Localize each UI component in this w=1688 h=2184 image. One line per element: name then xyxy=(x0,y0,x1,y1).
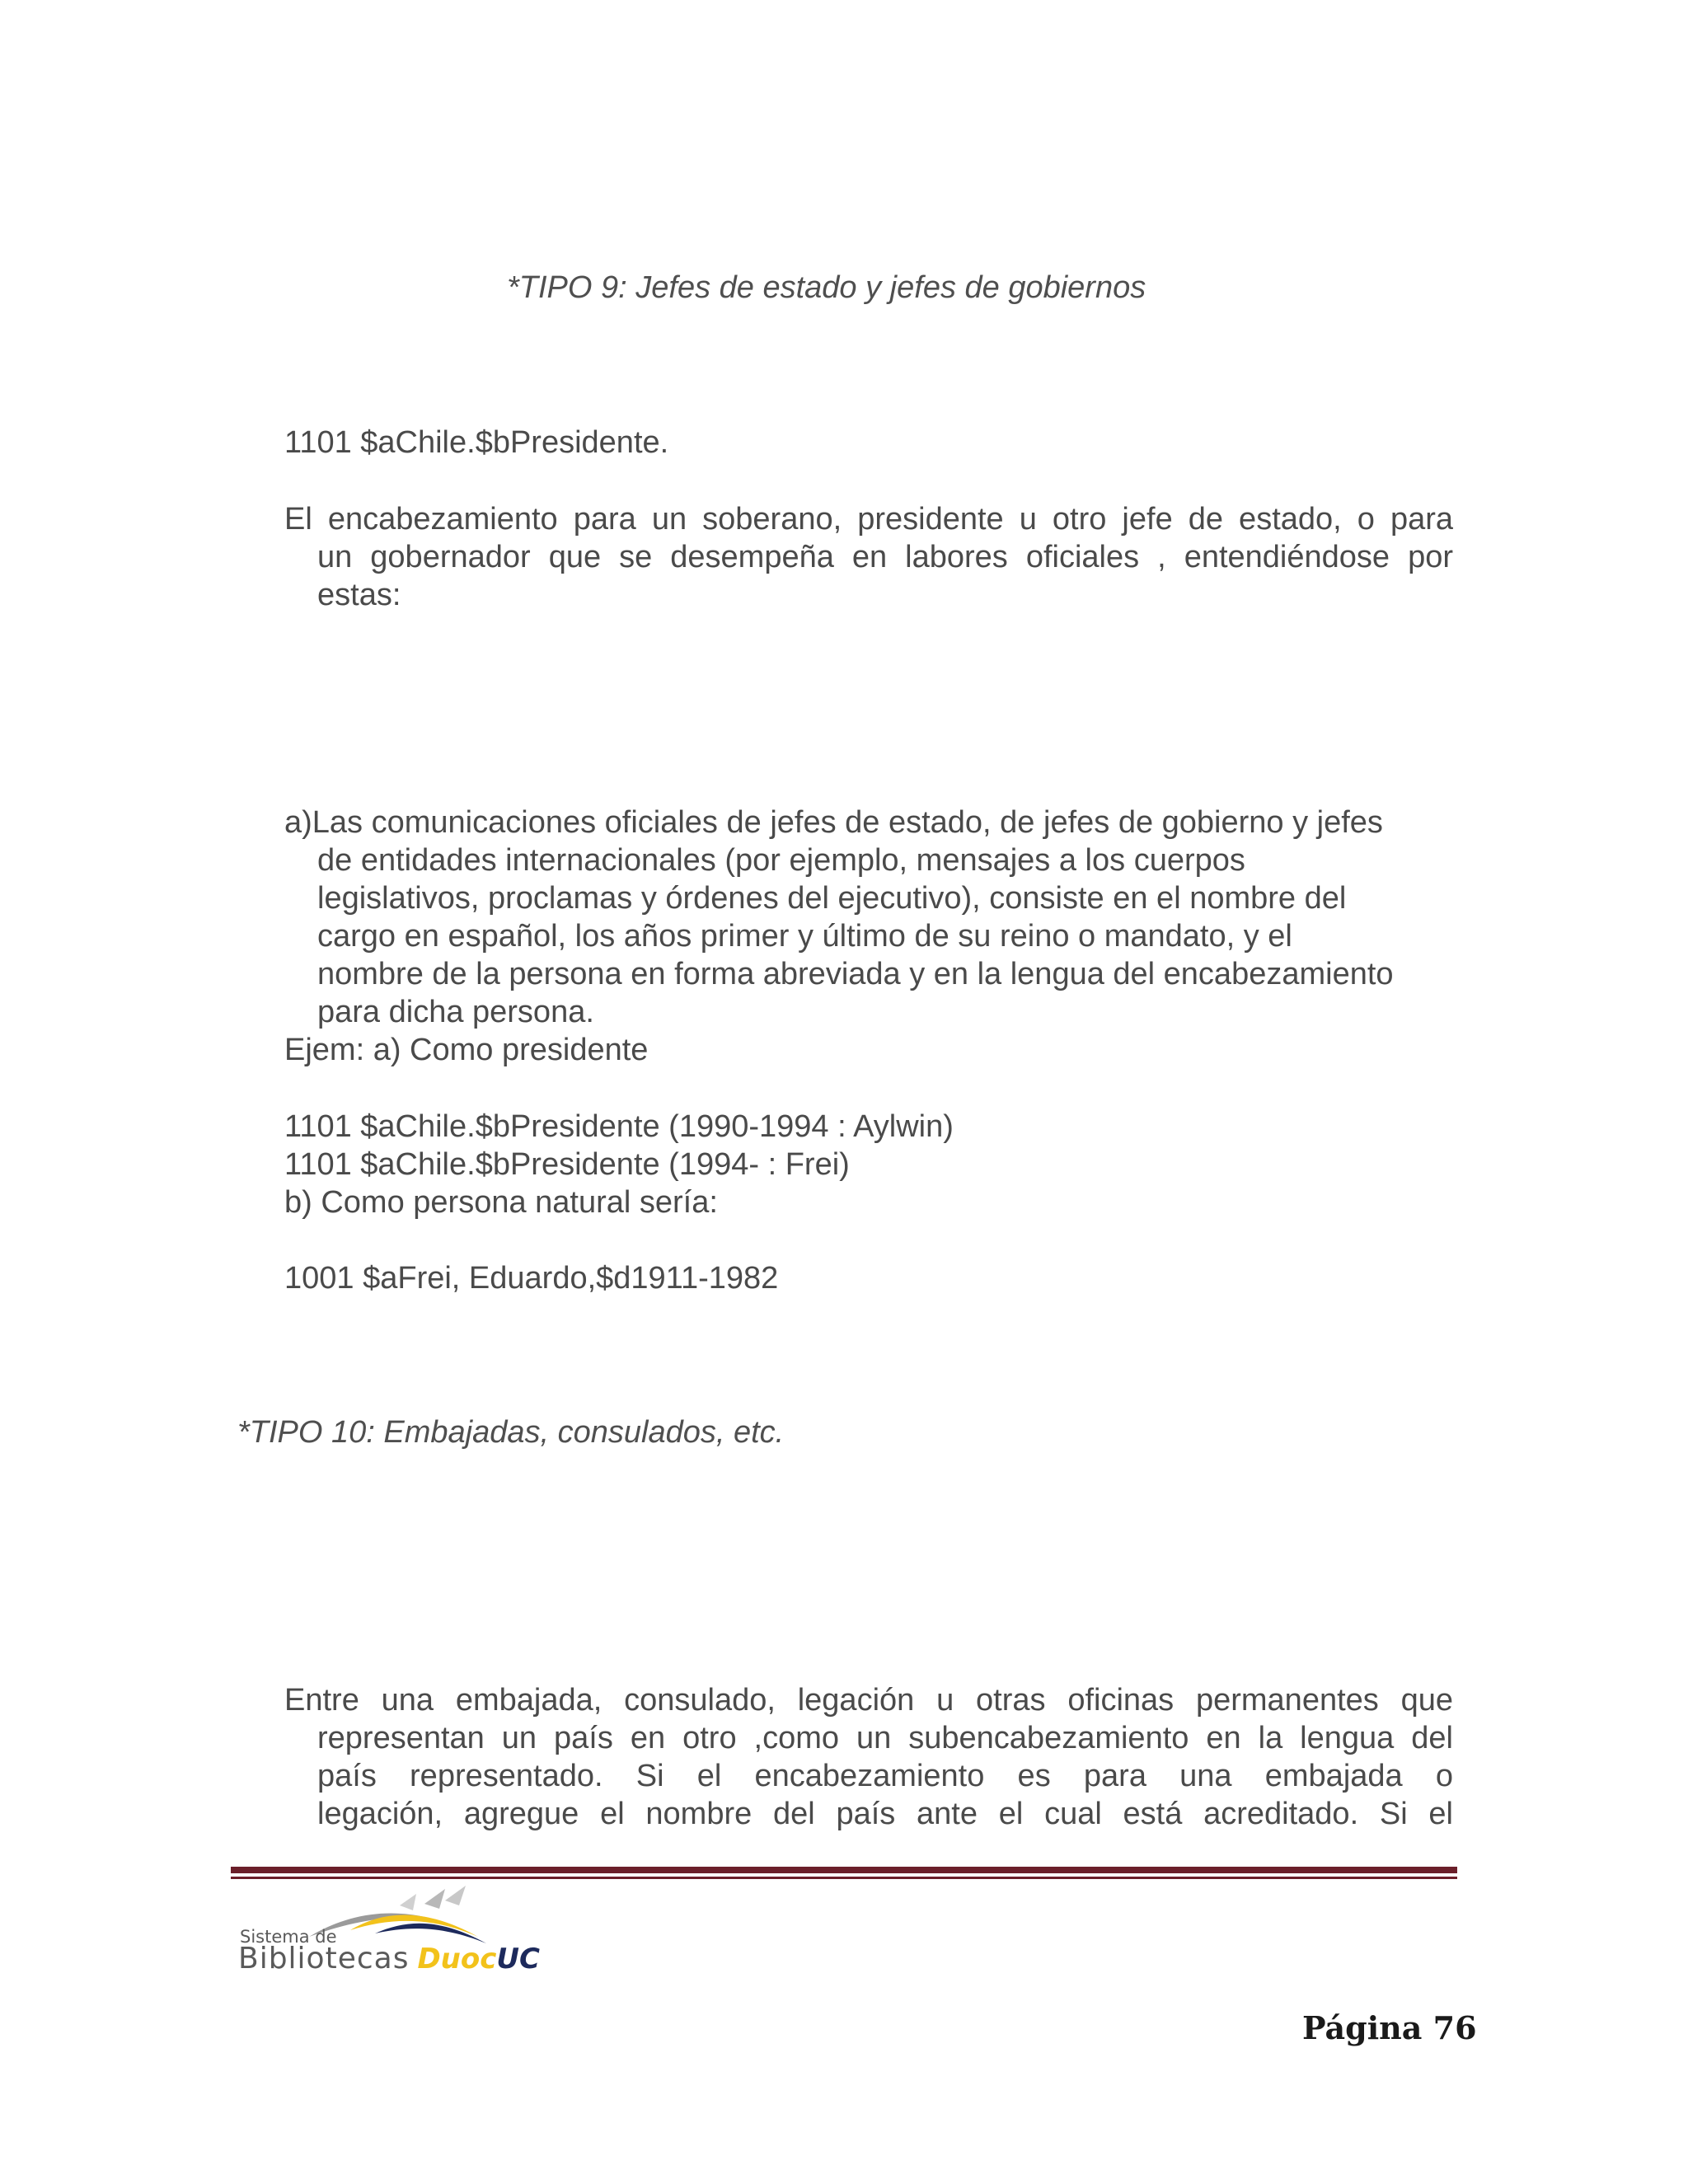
item-a-line: de entidades internacionales (por ejemplo, mensajes a los cuerpos xyxy=(317,843,1245,878)
item-a-line: para dicha persona. xyxy=(317,995,594,1029)
example-lines xyxy=(284,1108,954,1221)
code-line-president: 1101 $aChile.$bPresidente. xyxy=(284,425,669,460)
section-10-line: país representado. Si el encabezamiento es para una embajada o xyxy=(317,1759,1453,1793)
logo-uc-text: UC xyxy=(496,1943,540,1975)
logo-small-text: Sistema de xyxy=(240,1927,337,1947)
example-line: 1101 $aChile.$bPresidente (1990-1994 : Aylwin) xyxy=(284,1109,954,1144)
natural-person-line: 1001 $aFrei, Eduardo,$d1911-1982 xyxy=(284,1261,779,1296)
section-10-line: Entre una embajada, consulado, legación u otras oficinas permanentes que xyxy=(284,1683,1453,1718)
intro-line: un gobernador que se desempeña en labores oficiales , entendiéndose por xyxy=(317,540,1453,574)
logo-big-text: Bibliotecas xyxy=(238,1942,410,1975)
footer-rule-thick xyxy=(231,1867,1457,1873)
bibliotecas-duocuc-logo xyxy=(235,1879,581,1978)
section-10-line: legación, agregue el nombre del país ante el cual está acreditado. Si el xyxy=(317,1797,1453,1831)
page-number: Página 76 xyxy=(1302,2009,1477,2046)
intro-line: El encabezamiento para un soberano, presidente u otro jefe de estado, o para xyxy=(284,502,1453,537)
item-a-line: legislativos, proclamas y órdenes del ejecutivo), consiste en el nombre del xyxy=(317,881,1347,916)
section-10-line: representan un país en otro ,como un subencabezamiento en la lengua del xyxy=(317,1721,1453,1755)
intro-paragraph xyxy=(284,500,1453,614)
section-10-heading: *TIPO 10: Embajadas, consulados, etc. xyxy=(237,1415,785,1450)
item-a-line: a)Las comunicaciones oficiales de jefes de estado, de jefes de gobierno y jefes xyxy=(284,805,1383,840)
example-label: Ejem: a) Como presidente xyxy=(284,1033,649,1067)
example-line: b) Como persona natural sería: xyxy=(284,1185,718,1220)
logo-wordmark xyxy=(238,1942,540,1975)
item-a-line: cargo en español, los años primer y último de su reino o mandato, y el xyxy=(317,919,1292,954)
section-9-heading: *TIPO 9: Jefes de estado y jefes de gobiernos xyxy=(507,270,1146,305)
item-a-line: nombre de la persona en forma abreviada y en la lengua del encabezamiento xyxy=(317,957,1394,991)
example-line: 1101 $aChile.$bPresidente (1994- : Frei) xyxy=(284,1147,850,1182)
intro-line: estas: xyxy=(317,578,401,612)
logo-duoc-text: Duoc xyxy=(417,1943,497,1975)
item-a-paragraph xyxy=(284,804,1453,1069)
section-10-paragraph xyxy=(284,1681,1453,1833)
